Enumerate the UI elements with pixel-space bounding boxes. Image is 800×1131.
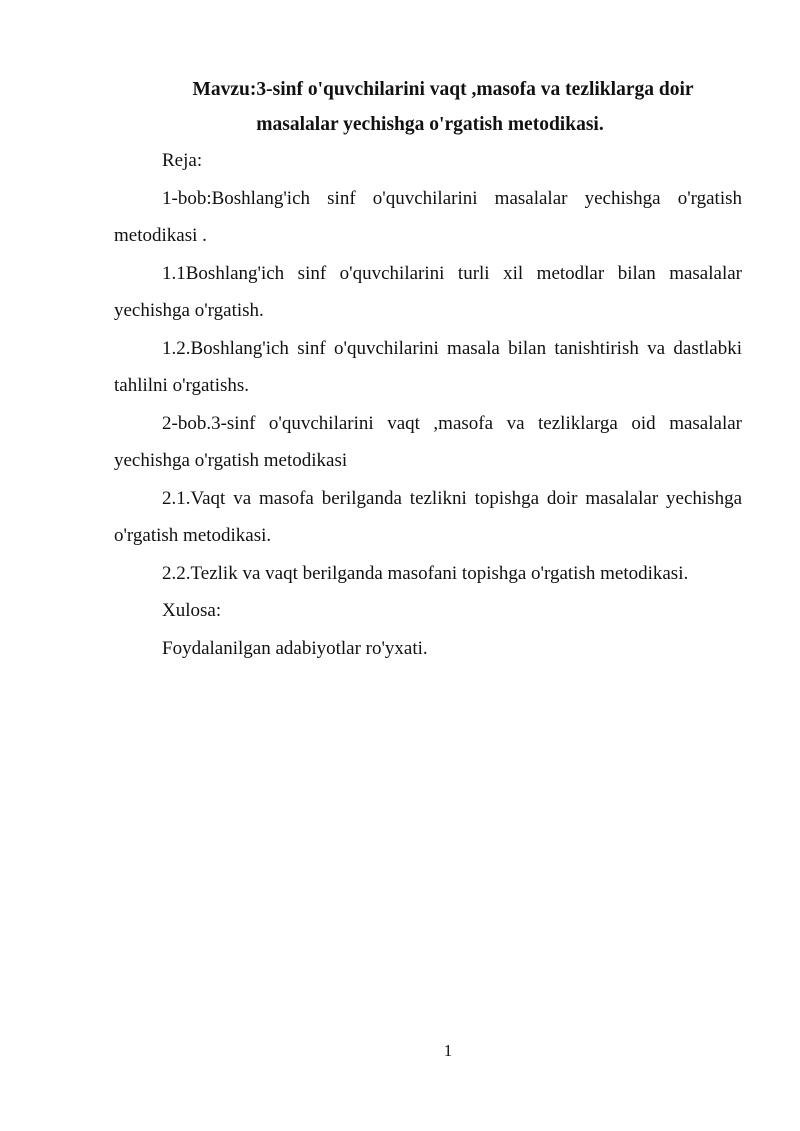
plan-item-1-1: 1.1Boshlang'ich sinf o'quvchilarini turli xil metodlar bilan masalalar yechishga o'rgatish. <box>114 262 742 321</box>
title-line-1: Mavzu:3-sinf o'quvchilarini vaqt ,masofa va tezliklarga doir <box>192 79 694 100</box>
document-title <box>114 72 742 142</box>
title-line-2: masalalar yechishga o'rgatish metodikasi. <box>256 114 604 135</box>
plan-item-chapter-1: 1-bob:Boshlang'ich sinf o'quvchilarini masalalar yechishga o'rgatish metodikasi . <box>114 187 742 246</box>
references-label: Foydalanilgan adabiyotlar ro'yxati. <box>162 637 428 659</box>
plan-item-1-2: 1.2.Boshlang'ich sinf o'quvchilarini masala bilan tanishtirish va dastlabki tahlilni o'rgatishs. <box>114 337 742 396</box>
plan-item-2-2: 2.2.Tezlik va vaqt berilganda masofani topishga o'rgatish metodikasi. <box>162 562 689 584</box>
page-number: 1 <box>443 1041 453 1060</box>
plan-label: Reja: <box>162 150 203 171</box>
conclusion-label: Xulosa: <box>162 600 222 621</box>
plan-item-2-1: 2.1.Vaqt va masofa berilganda tezlikni topishga doir masalalar yechishga o'rgatish metodikasi. <box>114 487 742 546</box>
plan-item-chapter-2: 2-bob.3-sinf o'quvchilarini vaqt ,masofa va tezliklarga oid masalalar yechishga o'rgatish metodikasi <box>114 412 742 471</box>
